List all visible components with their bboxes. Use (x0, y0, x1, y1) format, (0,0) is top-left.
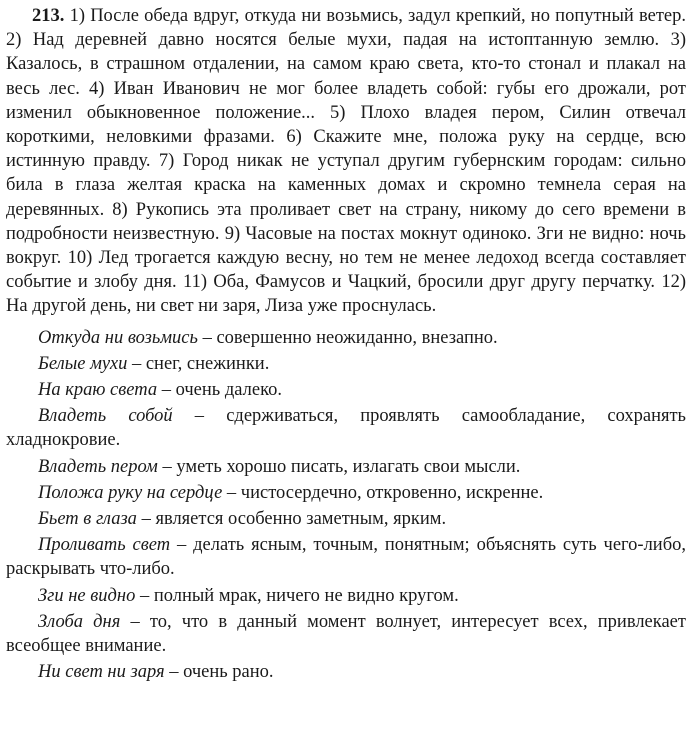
definition-meaning: – очень рано. (164, 662, 274, 683)
definition-item (6, 660, 686, 684)
definition-term: Владеть пером (38, 456, 158, 477)
definition-meaning: – является особенно заметным, ярким. (136, 509, 447, 530)
definition-item (6, 455, 686, 479)
definition-meaning: – совершенно неожиданно, внезапно. (197, 327, 498, 348)
definition-meaning: – то, что в данный момент волнует, интересует всех, привлекает всеобщее внимание. (6, 611, 686, 657)
definition-item (6, 404, 686, 452)
definition-meaning: – делать ясным, точным, понятным; объяснять суть чего-либо, раскрывать что-либо. (6, 535, 686, 580)
definition-item (6, 352, 686, 376)
definition-term: Положа руку на сердце (38, 482, 223, 503)
definitions-list (6, 326, 686, 685)
definition-item (6, 533, 686, 581)
definition-item (6, 326, 686, 350)
definition-item (6, 481, 686, 505)
definition-item (6, 584, 686, 608)
definition-item (6, 378, 686, 402)
textbook-page (6, 4, 686, 686)
definition-meaning: – уметь хорошо писать, излагать свои мысли. (157, 456, 521, 477)
definition-item (6, 610, 686, 658)
definition-term: Белые мухи (38, 353, 128, 374)
definition-meaning: – полный мрак, ничего не видно кругом. (135, 585, 459, 606)
exercise-number: 213. (32, 6, 65, 26)
definition-meaning: – сдерживаться, проявлять самообладание, сохранять хладнокровие. (6, 406, 686, 451)
definition-meaning: – чистосердечно, откровенно, искренне. (222, 482, 544, 503)
definition-term: Зги не видно (38, 585, 136, 606)
definition-meaning: – снег, снежинки. (127, 353, 270, 374)
definition-meaning: – очень далеко. (157, 380, 283, 401)
definition-term: Злоба дня (38, 611, 121, 632)
definition-term: На краю света (38, 380, 158, 401)
definition-term: Владеть собой (38, 406, 173, 427)
definition-term: Откуда ни возьмись (38, 327, 198, 348)
definition-term: Проливать свет (38, 535, 171, 556)
definition-term: Бьет в глаза (38, 509, 137, 530)
definition-item (6, 507, 686, 531)
exercise-paragraph (6, 4, 686, 319)
definition-term: Ни свет ни заря (38, 662, 165, 683)
exercise-text: 1) После обеда вдруг, откуда ни возьмись, задул крепкий, но попутный ветер. 2) Над деревней давно носятся белые мухи, падая на истоптанную землю. 3) Казалось, в страшном отдалении, на самом краю света, кто-то стонал и плакал на весь лес. 4) Иван Иванович не мог более владеть собой: губы его дрожали, рот изменил обыкновенное положение... 5) Плохо владея пером, Силин отвечал короткими, неловкими фразами. 6) Скажите мне, положа руку на сердце, всю истинную правду. 7) Город никак не уступал другим губернским городам: сильно била в глаза желтая краска на каменных домах и скромно темнела серая на деревянных. 8) Рукопись эта проливает свет на страну, никому до сего времени в подробности неизвестную. 9) Часовые на постах мокнут одиноко. Зги не видно: ночь вокруг. 10) Лед трогается каждую весну, но тем не менее ледоход всегда составляет событие и злобу дня. 11) Оба, Фамусов и Чацкий, бросили друг другу перчатку. 12) На другой день, ни свет ни заря, Лиза уже проснулась. (6, 6, 686, 317)
